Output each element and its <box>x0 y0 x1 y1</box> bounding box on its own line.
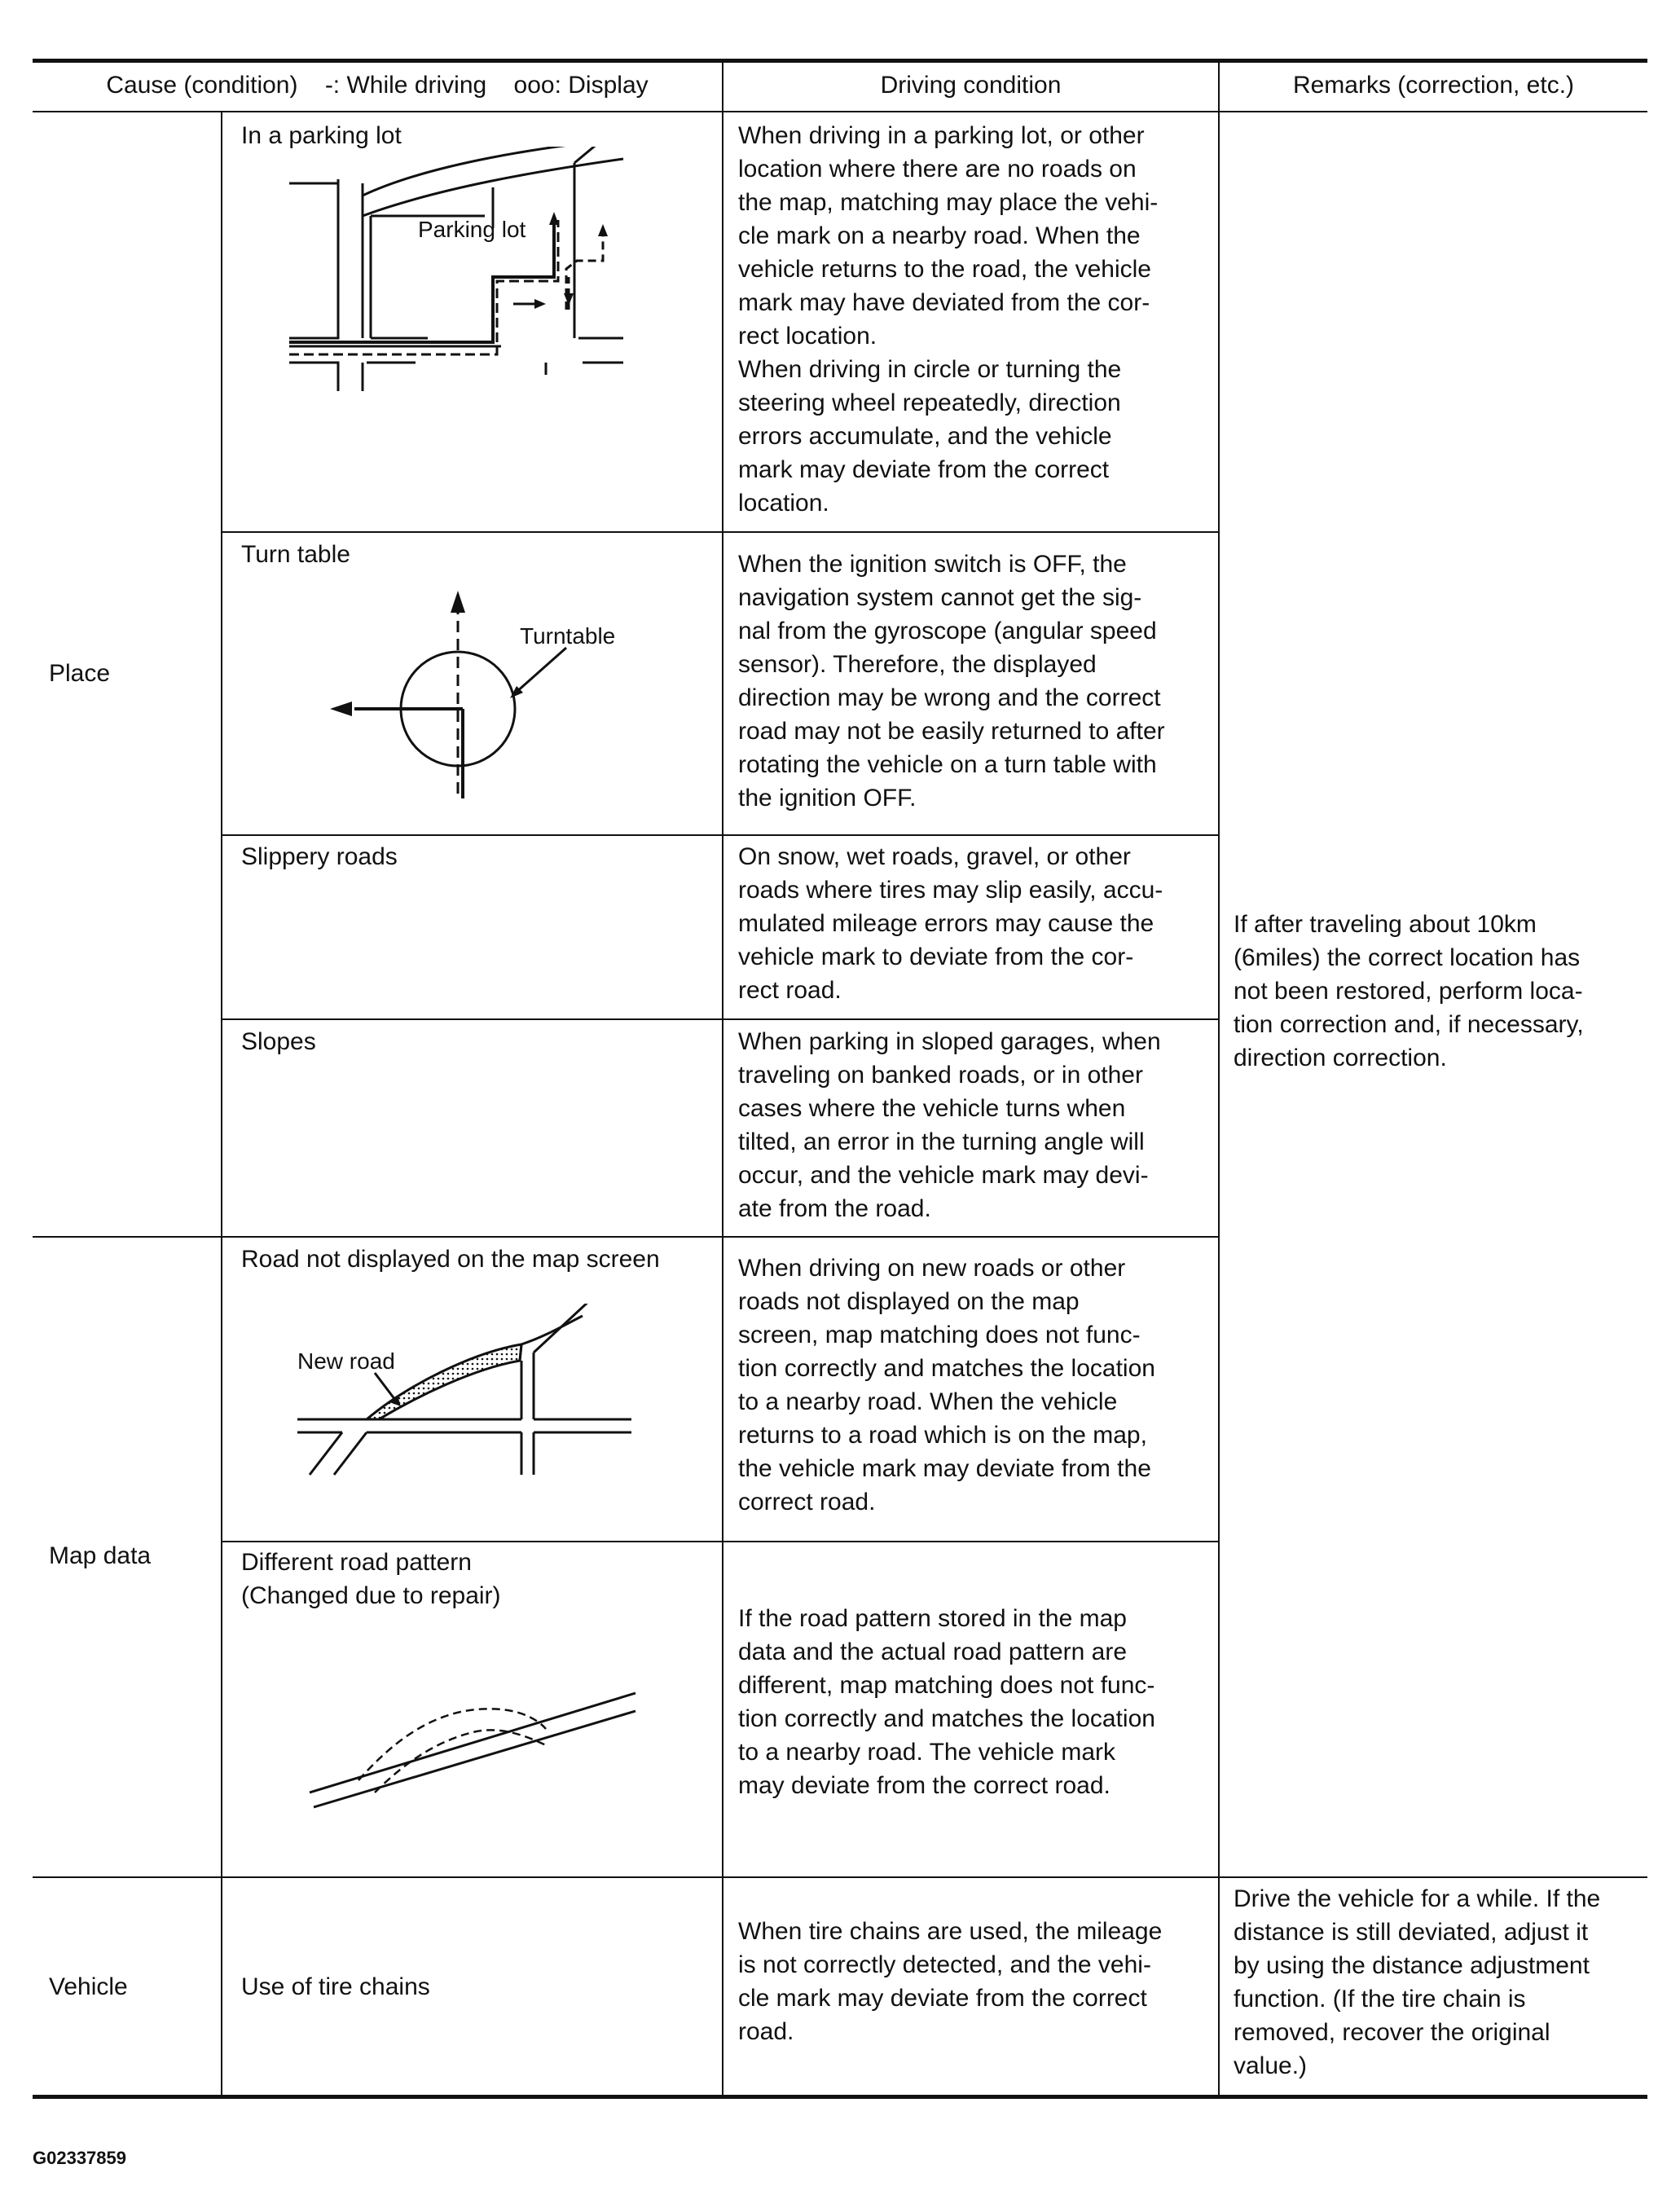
road-pattern-diagram <box>301 1670 644 1817</box>
table-top-rule <box>33 59 1647 63</box>
category-vehicle: Vehicle <box>49 1973 128 2000</box>
header-remarks: Remarks (correction, etc.) <box>1292 72 1575 99</box>
column-divider-3 <box>1218 61 1220 2096</box>
subrow-divider-1 <box>221 531 1220 533</box>
subrow-divider-4 <box>221 1541 1220 1542</box>
subrow-divider-2 <box>221 834 1220 836</box>
header-driving-condition: Driving condition <box>880 72 1062 99</box>
header-cause: Cause (condition) -: While driving ooo: Display <box>106 72 649 99</box>
new-road-label: New road <box>297 1348 395 1374</box>
cause-parking-lot: In a parking lot <box>241 122 402 149</box>
turntable-diagram <box>318 578 660 807</box>
cause-road-not-displayed: Road not displayed on the map screen <box>241 1246 660 1273</box>
subrow-divider-3 <box>221 1018 1220 1020</box>
cause-slopes: Slopes <box>241 1028 316 1055</box>
category-place: Place <box>49 660 111 687</box>
driving-road-not-displayed: When driving on new roads or other roads not displayed on the map screen, map matching does not func- tion correctly and matches the location to a nearby road. When the vehicle returns to a road which is on the map, the vehicle mark may deviate from the correct road. <box>738 1255 1155 1515</box>
header-divider <box>33 111 1647 112</box>
parking-lot-diagram <box>277 147 652 407</box>
driving-tire-chains: When tire chains are used, the mileage is not correctly detected, and the vehi- cle mark may deviate from the correct road. <box>738 1918 1163 2045</box>
column-divider-2 <box>722 61 723 2096</box>
row-divider-mapdata-vehicle <box>33 1876 1647 1878</box>
figure-code: G02337859 <box>33 2148 126 2168</box>
cause-slippery-roads: Slippery roads <box>241 843 398 870</box>
column-divider-1 <box>221 111 222 2096</box>
remarks-tire-chains: Drive the vehicle for a while. If the distance is still deviated, adjust it by using the distance adjustment function. (If the tire chain is removed, recover the original value.) <box>1234 1885 1601 2079</box>
remarks-location-correction: If after traveling about 10km (6miles) the correct location has not been restored, perform loca- tion correction and, if necessary, direction correction. <box>1234 911 1584 1071</box>
cause-tire-chains: Use of tire chains <box>241 1973 430 2000</box>
cause-turn-table: Turn table <box>241 541 350 568</box>
parking-lot-label: Parking lot <box>418 217 526 242</box>
driving-slopes: When parking in sloped garages, when traveling on banked roads, or in other cases where the vehicle turns when tilted, an error in the turning angle will occur, and the vehicle mark may devi- ate from the road. <box>738 1028 1161 1222</box>
turntable-label: Turntable <box>520 623 616 649</box>
driving-turn-table: When the ignition switch is OFF, the navigation system cannot get the sig- nal from the gyroscope (angular speed sensor). Therefore, the displayed direction may be wrong and the correct road may not be easily returned to after rotating the vehicle on a turn table with the ignition OFF. <box>738 551 1165 812</box>
driving-parking-lot: When driving in a parking lot, or other location where there are no roads on the map, matching may place the vehi- cle mark on a nearby road. When the vehicle returns to the road, the vehicle mark may have deviated from the cor- rect location. When driving in circle or turning the steering wheel repeatedly, direction errors accumulate, and the vehicle mark may deviate from the correct location. <box>738 122 1159 517</box>
driving-slippery-roads: On snow, wet roads, gravel, or other roads where tires may slip easily, accu- mulated mileage errors may cause the vehicle mark to deviate from the cor- rect road. <box>738 843 1163 1004</box>
table-bottom-rule <box>33 2095 1647 2099</box>
cause-different-road-pattern: Different road pattern (Changed due to repair) <box>241 1549 501 1609</box>
category-map-data: Map data <box>49 1542 152 1569</box>
driving-different-road-pattern: If the road pattern stored in the map data and the actual road pattern are different, map matching does not func- tion correctly and matches the location to a nearby road. The vehicle mark may deviate from the correct road. <box>738 1605 1155 1799</box>
row-divider-place-mapdata <box>33 1236 1220 1238</box>
new-road-diagram <box>285 1304 644 1491</box>
